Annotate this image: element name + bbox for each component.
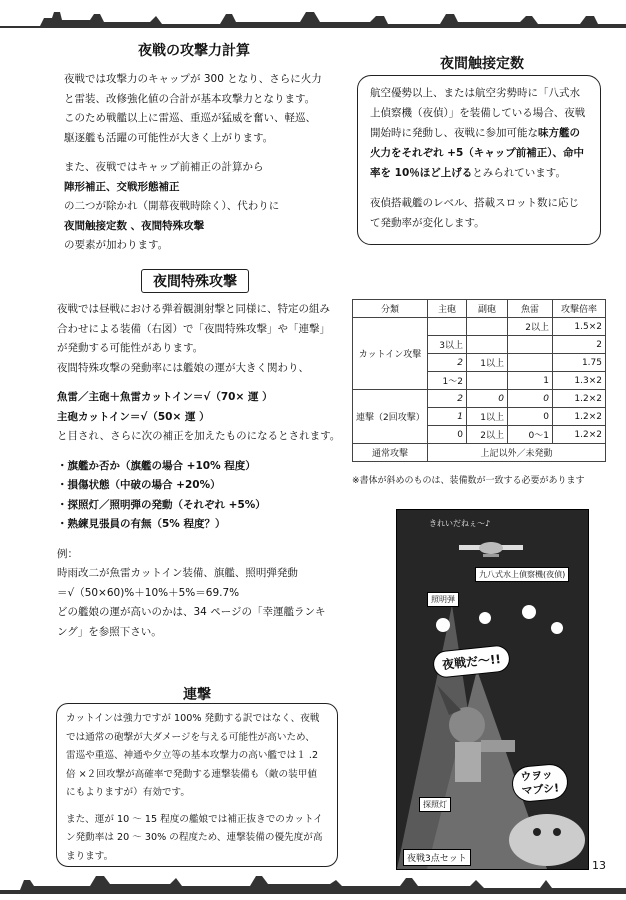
text-line: まります。: [66, 850, 114, 862]
bottom-fleet-silhouette: [0, 866, 626, 896]
page-number: 13: [592, 859, 606, 872]
bold-term: 陣形補正、交戦形態補正: [64, 180, 180, 193]
label-searchlight: 探照灯: [419, 797, 451, 812]
illustration-art: [397, 510, 588, 869]
night-attack-body: [64, 70, 322, 256]
text-line: 上偵察機（夜偵）」を装備している場合、夜戦: [370, 107, 586, 119]
text-line: 夜間特殊攻撃の発動率には艦娘の運が大きく関わり、: [57, 361, 309, 374]
table-cell: [508, 336, 553, 354]
renda-title: 連撃: [183, 687, 211, 703]
bold-term: 率を 10％ほど上げる: [370, 167, 473, 179]
text-line: の要素が加わります。: [64, 239, 169, 251]
text-line: とみられています。: [472, 167, 566, 179]
table-cell: 2以上: [508, 318, 553, 336]
illustration-caption: 夜戦3点セット: [403, 849, 471, 866]
bullet-item: ・旗艦か否か（旗艦の場合 +10% 程度）: [57, 459, 256, 472]
table-cell: 1.2×2: [553, 426, 606, 444]
bullet-item: ・熟練見張員の有無（5% 程度？）: [57, 518, 226, 530]
table-header: 副砲: [467, 300, 508, 318]
table-cell: 2: [553, 336, 606, 354]
table-cell: 2: [428, 354, 467, 372]
table-cell: 1: [428, 408, 467, 426]
bold-term: 夜間触接定数 、夜間特殊攻撃: [64, 219, 205, 232]
table-note: ※書体が斜めのものは、装備数が一致する必要があります: [352, 476, 585, 486]
text-line: カットインは強力ですが 100% 発動する訳ではなく、夜戦: [66, 713, 320, 724]
text-line: 航空優勢以上、または航空劣勢時に「八式水: [370, 87, 580, 99]
table-cell: 0: [508, 390, 553, 408]
text-line: 雷巡や重巡、神通や夕立等の基本攻撃力の高い艦では１ .2: [66, 750, 319, 761]
bold-term: 火力をそれぞれ +5（キャップ前補正）、命中: [370, 147, 585, 159]
contact-box: [357, 75, 601, 245]
text-line: また、夜戦ではキャップ前補正の計算から: [64, 161, 264, 173]
table-header: 魚雷: [508, 300, 553, 318]
table-cell: [467, 372, 508, 390]
table-cell: 1.5×2: [553, 318, 606, 336]
table-cell: 0: [508, 408, 553, 426]
renda-box: [56, 703, 338, 867]
table-cell: 0～1: [508, 426, 553, 444]
table-row: [353, 390, 606, 408]
table-cell: [428, 318, 467, 336]
text-line: では通常の砲撃が大ダメージを与える可能性が高いため、: [66, 731, 315, 743]
special-title: 夜間特殊攻撃: [153, 274, 237, 290]
example-line: どの艦娘の運が高いのかは、34 ページの「幸運艦ランキ: [57, 606, 326, 618]
text-line: 倍 ×２回攻撃が高確率で発動する連撃装備も（敵の装甲値: [66, 768, 317, 780]
text-line: にもよりますが）有効です。: [66, 787, 190, 798]
text-line: 夜戦では攻撃力のキャップが 300 となり、さらに火力: [64, 73, 322, 85]
text-line: ン発動率は 20 ～ 30% の程度ため、連撃装備の優先度が高: [66, 832, 323, 843]
table-cell: 1.75: [553, 354, 606, 372]
table-cell: 3以上: [428, 336, 467, 354]
formula-gun-cutin: 主砲カットイン＝√（50× 運 ）: [57, 410, 210, 423]
table-cell: 0: [428, 426, 467, 444]
contact-title: 夜間触接定数: [440, 56, 524, 72]
enemy-shout-line: マブシ!: [521, 781, 560, 798]
row-group-label: 通常攻撃: [353, 444, 428, 462]
bullet-item: ・探照灯／照明弾の発動（それぞれ +5%）: [57, 498, 266, 511]
table-cell: 1以上: [467, 354, 508, 372]
table-cell: 0: [467, 390, 508, 408]
bold-term: 味方艦の: [538, 127, 580, 139]
table-cell: 2以上: [467, 426, 508, 444]
top-fleet-silhouette: [0, 4, 626, 34]
flare: [479, 612, 491, 624]
flare: [522, 605, 536, 619]
table-cell: 1.3×2: [553, 372, 606, 390]
text-line: が発動する可能性があります。: [57, 342, 204, 354]
table-cell: 1～2: [428, 372, 467, 390]
text-line: 夜戦では昼戦における弾着観測射撃と同様に、特定の組み: [57, 303, 330, 315]
table-header: 攻撃倍率: [553, 300, 606, 318]
bullet-item: ・損傷状態（中破の場合 +20%）: [57, 479, 221, 491]
table-cell: [508, 354, 553, 372]
table-cell: 1.2×2: [553, 390, 606, 408]
formula-torpedo-cutin: 魚雷／主砲＋魚雷カットイン＝√（70× 運 ）: [57, 391, 273, 403]
text-line: と雷装、改修強化値の合計が基本攻撃力となります。: [64, 92, 316, 105]
attack-multiplier-table: [352, 299, 606, 462]
text-line: また、運が 10 ～ 15 程度の艦娘では補正抜きでのカットイ: [66, 813, 323, 825]
speech-bubble-top: きれいだねぇ〜♪: [429, 519, 491, 528]
table-cell: 上記以外／未発動: [428, 444, 606, 462]
table-cell: [467, 318, 508, 336]
seaplane: [459, 542, 523, 557]
text-line: 夜偵搭載艦のレベル、搭載スロット数に応じ: [370, 197, 579, 209]
table-cell: 2: [428, 390, 467, 408]
night-attack-title: 夜戦の攻撃力計算: [138, 43, 250, 59]
enemy-character: [509, 814, 585, 866]
table-header: 主砲: [428, 300, 467, 318]
flare: [551, 622, 563, 634]
table-cell: 1: [508, 372, 553, 390]
example-line: ング」を参照下さい。: [57, 625, 162, 638]
shout-bubble: 夜戦だ～!!: [432, 644, 511, 679]
table-header-row: [353, 300, 606, 318]
text-line: 開始時に発動し、夜戦に参加可能な: [370, 127, 538, 139]
label-flare: 照明弾: [427, 592, 459, 607]
text-line: の二つが除かれ（開幕夜戦時除く）、代わりに: [64, 200, 280, 212]
table-cell: [467, 336, 508, 354]
table-cell: 1以上: [467, 408, 508, 426]
example-line: ＝√（50×60)%＋10%＋5%＝69.7%: [57, 586, 240, 599]
text-line: 合わせによる装備（右図）で「夜間特殊攻撃」や「連撃」: [57, 322, 330, 335]
table-row: [353, 318, 606, 336]
text-line: と目され、さらに次の補正を加えたものになるとされます。: [57, 430, 341, 442]
night-battle-illustration: [396, 509, 589, 870]
enemy-shout-line: ウヲッ: [519, 767, 554, 784]
special-title-box: [141, 269, 249, 293]
table-row: [353, 444, 606, 462]
text-line: 駆逐艦も活躍の可能性が大きく上がります。: [64, 131, 274, 144]
text-line: て発動率が変化します。: [370, 217, 485, 229]
row-group-label: カットイン攻撃: [353, 318, 428, 390]
table-cell: 1.2×2: [553, 408, 606, 426]
flare: [436, 618, 450, 632]
table-header: 分類: [353, 300, 428, 318]
label-seaplane: 九八式水上偵察機(夜偵): [475, 567, 569, 582]
example-label: 例：: [57, 547, 78, 560]
row-group-label: 連撃（2回攻撃）: [353, 390, 428, 444]
example-line: 時雨改二が魚雷カットイン装備、旗艦、照明弾発動: [57, 567, 298, 579]
special-body: [57, 300, 340, 642]
text-line: このため戦艦以上に雷巡、重巡が猛威を奮い、軽巡、: [64, 112, 316, 124]
